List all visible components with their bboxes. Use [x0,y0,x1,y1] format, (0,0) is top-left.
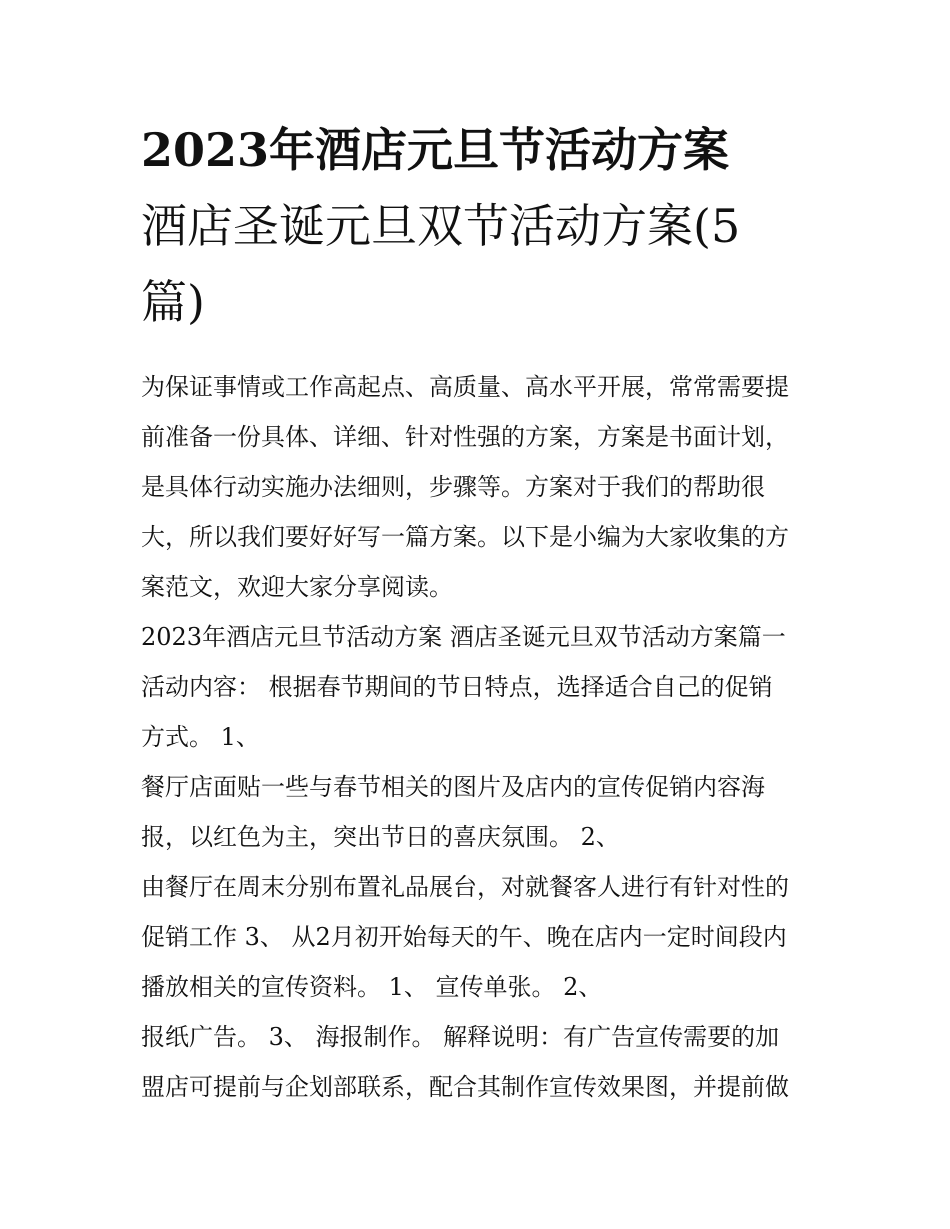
text-line: 活动内容： 根据春节期间的节日特点，选择适合自己的促销 [141,673,773,701]
text-line: 餐厅店面贴一些与春节相关的图片及店内的宣传促销内容海 [141,773,765,801]
text-line: 报，以红色为主，突出节日的喜庆氛围。 2、 [141,823,620,851]
title-line: 篇) [141,275,205,329]
text-line: 大，所以我们要好好写一篇方案。以下是小编为大家收集的方 [141,523,789,551]
document-title [141,112,817,340]
document-page [141,112,817,1112]
text-line: 报纸广告。 3、 海报制作。 解释说明：有广告宣传需要的加 [141,1023,780,1051]
text-line: 是具体行动实施办法细则，步骤等。方案对于我们的帮助很 [141,473,765,501]
body-paragraph [141,1012,817,1112]
text-line: 盟店可提前与企划部联系，配合其制作宣传效果图，并提前做 [141,1073,789,1101]
text-line: 播放相关的宣传资料。 1、 宣传单张。 2、 [141,973,603,1001]
title-line: 酒店圣诞元旦双节活动方案(5 [141,199,741,253]
title-line: 2023年酒店元旦节活动方案 [141,123,730,177]
text-line: 由餐厅在周末分别布置礼品展台，对就餐客人进行有针对性的 [141,873,789,901]
text-line: 2023年酒店元旦节活动方案 酒店圣诞元旦双节活动方案篇一 [141,623,786,651]
text-line: 前准备一份具体、详细、针对性强的方案，方案是书面计划， [141,423,789,451]
text-line: 为保证事情或工作高起点、高质量、高水平开展，常常需要提 [141,373,789,401]
body-paragraph [141,762,817,862]
text-line: 案范文，欢迎大家分享阅读。 [141,573,453,601]
text-line: 促销工作 3、 从2月初开始每天的午、晚在店内一定时间段内 [141,923,787,951]
text-line: 方式。 1、 [141,723,260,751]
intro-paragraph [141,362,817,612]
section-heading-paragraph [141,612,817,762]
body-paragraph [141,862,817,1012]
document-body [141,362,817,1112]
